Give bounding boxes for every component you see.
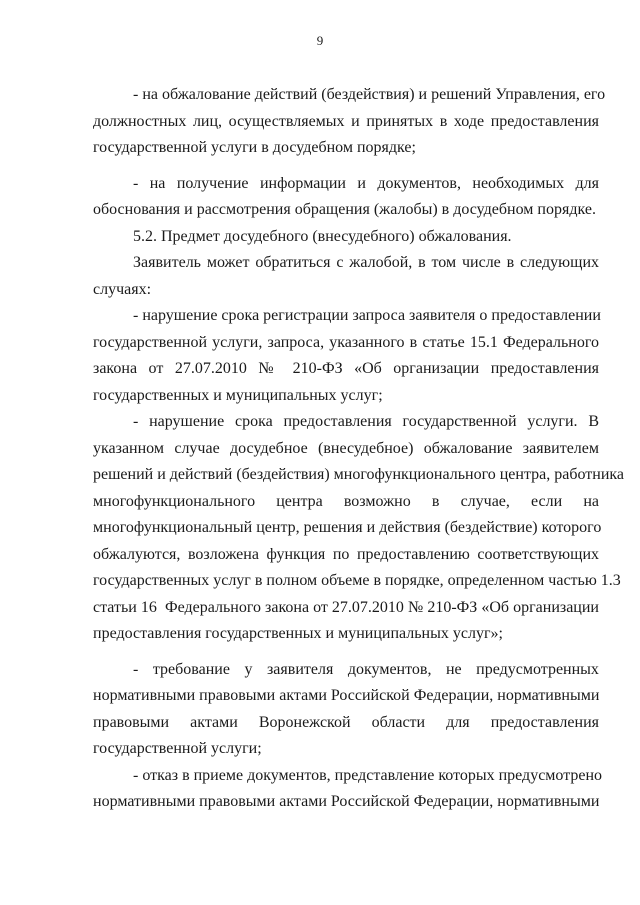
word: возможно xyxy=(343,492,411,510)
paragraph-obtain-information xyxy=(93,171,599,224)
word: необходимых xyxy=(472,174,565,192)
text-line: предоставления государственных и муниципальных услуг»; xyxy=(93,625,503,642)
word: многофункционального xyxy=(93,492,256,510)
word: центра xyxy=(276,492,323,510)
text-line: решений и действий (бездействия) многофункционального центра, работника xyxy=(93,466,625,483)
text-line: государственной услуги, запроса, указанного в статье 15.1 Федерального xyxy=(93,333,599,351)
text-line: многофункциональный центр, решения и действия (бездействие) которого xyxy=(93,519,602,536)
word: предусмотренных xyxy=(476,660,599,678)
word: - xyxy=(133,660,139,678)
word: для xyxy=(446,713,470,731)
text-line: должностных лиц, осуществляемых и принятых в ходе предоставления xyxy=(93,112,599,130)
text-line: государственных и муниципальных услуг; xyxy=(93,386,383,404)
word: требование xyxy=(152,660,230,678)
text-line: Заявитель может обратиться с жалобой, в том числе в следующих xyxy=(133,254,599,271)
text-line xyxy=(93,657,599,684)
word: документов, xyxy=(377,174,461,192)
text-line: обоснования и рассмотрения обращения (жалобы) в досудебном порядке. xyxy=(93,201,596,218)
text-line: - отказ в приеме документов, представление которых предусмотрено xyxy=(133,766,603,784)
paragraph-appeal-actions xyxy=(93,82,606,162)
word: если xyxy=(531,492,563,510)
word: предоставления xyxy=(490,713,599,731)
word: в xyxy=(431,492,440,510)
word: не xyxy=(445,660,462,678)
page-number: 9 xyxy=(316,33,324,48)
document-body xyxy=(93,82,625,816)
text-line xyxy=(93,489,599,516)
paragraph-service-term-violation xyxy=(93,409,625,648)
text-line: - на обжалование действий (бездействия) и решений Управления, его xyxy=(133,86,606,103)
text-line: государственной услуги; xyxy=(93,740,262,757)
text-line: статьи 16 Федерального закона от 27.07.2010 № 210-ФЗ «Об организации xyxy=(93,598,599,616)
text-line: 5.2. Предмет досудебного (внесудебного) обжалования. xyxy=(133,227,512,245)
paragraph-refusal-to-accept xyxy=(93,763,603,816)
text-line: - нарушение срока регистрации запроса заявителя о предоставлении xyxy=(133,307,601,324)
text-line xyxy=(93,171,599,198)
word: Воронежской xyxy=(258,713,351,731)
text-line: государственных услуг в полном объеме в порядке, определенном частью 1.3 xyxy=(93,572,621,589)
text-line: нормативными правовыми актами Российской Федерации, нормативными xyxy=(93,687,600,704)
text-line: указанном случае досудебное (внесудебное) обжалование заявителем xyxy=(93,439,599,457)
word: на xyxy=(149,174,166,192)
word: получение xyxy=(176,174,249,192)
word: - xyxy=(133,174,139,192)
paragraph-registration-violation xyxy=(93,303,599,409)
text-line: закона от 27.07.2010 № 210-ФЗ «Об организации предоставления xyxy=(93,360,599,377)
word: актами xyxy=(190,713,238,731)
text-line: нормативными правовыми актами Российской Федерации, нормативными xyxy=(93,793,600,810)
word: и xyxy=(357,174,366,192)
word: заявителя xyxy=(266,660,334,678)
word: случае, xyxy=(460,492,510,510)
word: на xyxy=(583,492,599,510)
text-line: обжалуются, возложена функция по предоставлению соответствующих xyxy=(93,545,599,563)
word: у xyxy=(244,660,253,678)
text-line xyxy=(93,710,599,737)
paragraph-document-demand xyxy=(93,657,599,763)
word: области xyxy=(371,713,426,731)
text-line: случаях: xyxy=(93,280,152,298)
section-heading-5-2 xyxy=(93,224,599,251)
text-line: государственной услуги в досудебном порядке; xyxy=(93,139,416,156)
paragraph-applicant-may-complain xyxy=(93,250,599,303)
word: правовыми xyxy=(93,713,170,731)
word: документов, xyxy=(347,660,432,678)
word: информации xyxy=(259,174,346,192)
word: для xyxy=(575,174,599,192)
text-line: - нарушение срока предоставления государственной услуги. В xyxy=(133,413,599,430)
